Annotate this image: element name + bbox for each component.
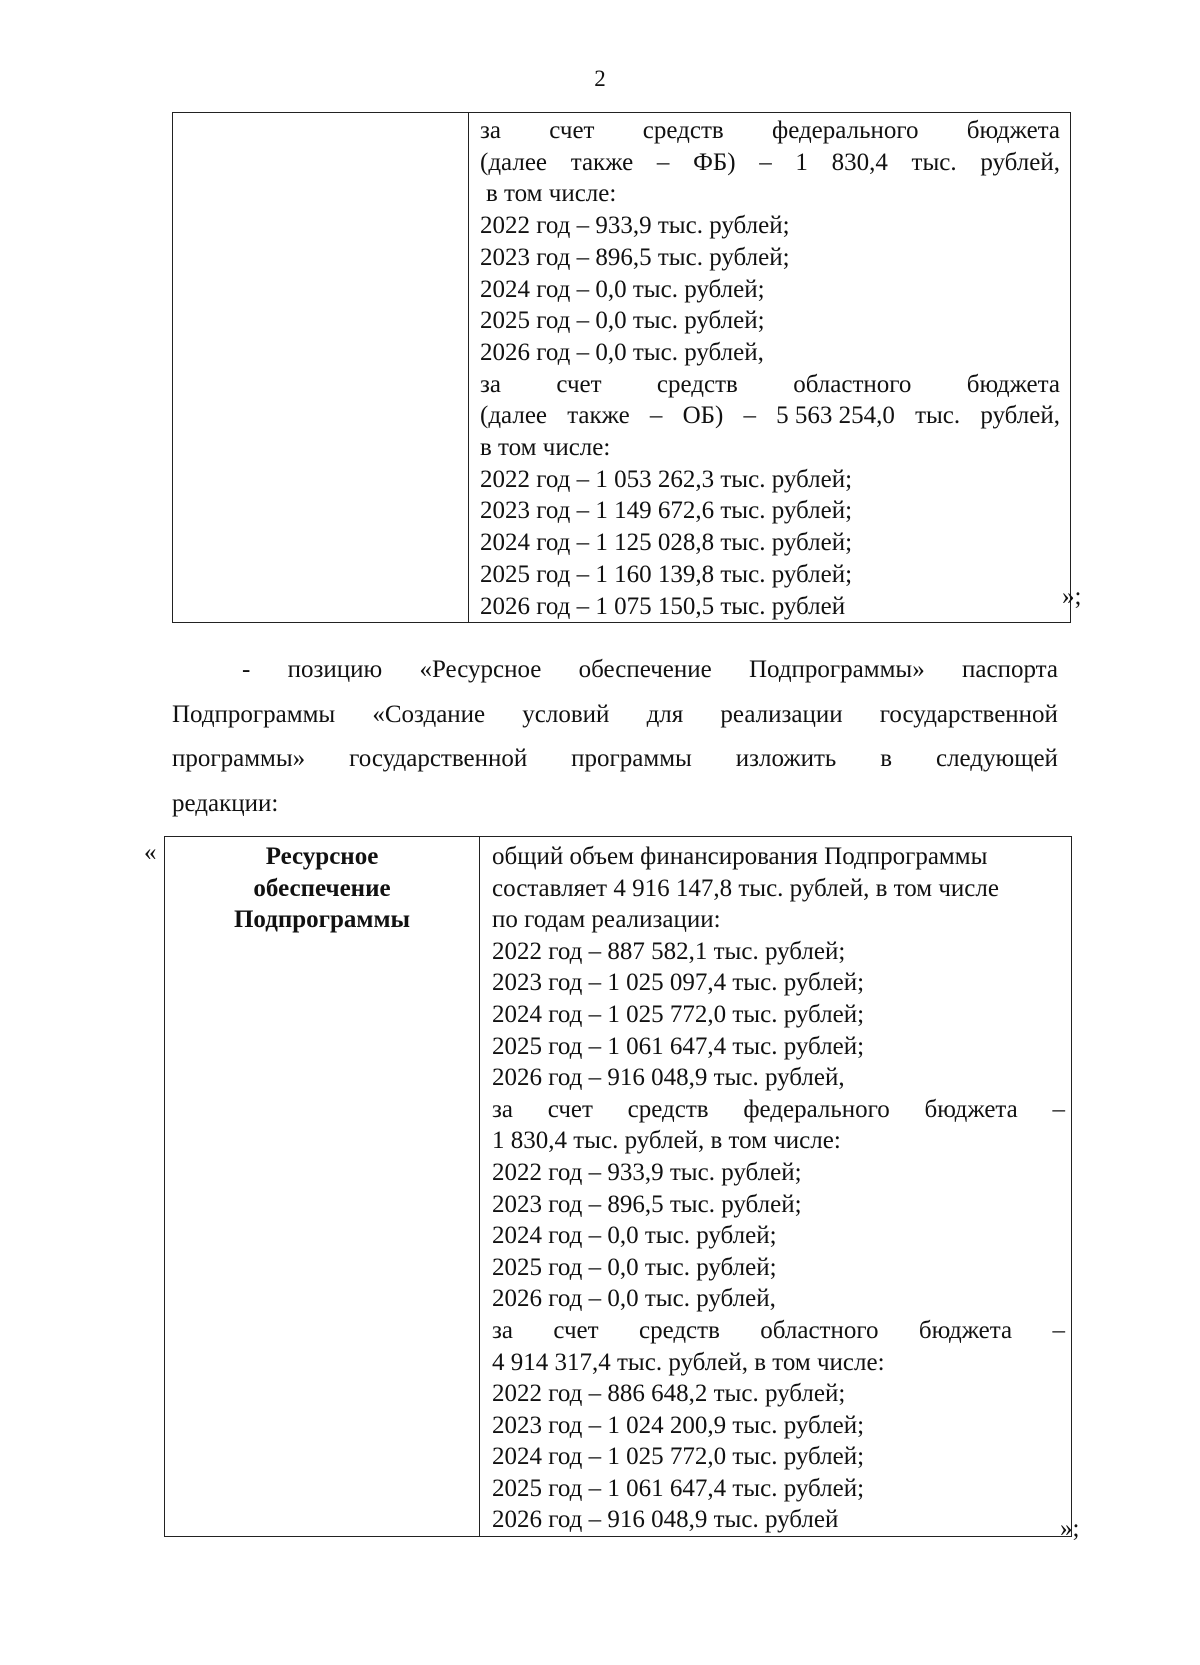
page-number: 2	[594, 66, 606, 91]
fb-year-line: 2025 год – 0,0 тыс. рублей;	[480, 307, 765, 335]
word: реализации	[720, 700, 843, 728]
ob-year-line: 2024 год – 1 025 772,0 тыс. рублей;	[492, 1443, 865, 1471]
word: за	[492, 1095, 513, 1123]
word: для	[646, 700, 684, 728]
word: –	[656, 148, 670, 176]
word: 1	[795, 148, 808, 176]
word: государственной	[349, 745, 528, 772]
fb-year-line: 2023 год – 896,5 тыс. рублей;	[480, 243, 790, 271]
fb-year-line: 2022 год – 933,9 тыс. рублей;	[480, 212, 790, 240]
word: тыс.	[911, 148, 957, 176]
ob-year-line: 2022 год – 1 053 262,3 тыс. рублей;	[480, 465, 853, 493]
resource-provision-table	[164, 836, 1072, 1537]
word: бюджета	[966, 370, 1060, 398]
word: Подпрограммы»	[749, 656, 925, 683]
word: –	[649, 402, 663, 430]
word: федерального	[772, 117, 919, 144]
word: программы	[571, 745, 692, 772]
funding-table-continued	[172, 112, 1071, 623]
word: рублей,	[980, 148, 1060, 176]
instruction-paragraph	[172, 648, 1058, 826]
ob-year-line: 2025 год – 1 160 139,8 тыс. рублей;	[480, 560, 853, 588]
word: средств	[627, 1095, 709, 1123]
word: –	[743, 402, 756, 430]
ob-sum-line: 4 914 317,4 тыс. рублей, в том числе:	[492, 1348, 885, 1376]
word: 5 563 254,0	[776, 402, 895, 430]
word: государственной	[879, 700, 1058, 728]
word: –	[1052, 1316, 1065, 1344]
word: Подпрограммы	[172, 700, 336, 728]
word: бюджета	[924, 1095, 1018, 1123]
word: «Ресурсное	[419, 656, 542, 683]
word: средств	[638, 1316, 720, 1344]
word: условий	[522, 700, 610, 728]
total-year-line: 2023 год – 1 025 097,4 тыс. рублей;	[492, 969, 865, 997]
opening-quote: «	[144, 839, 157, 866]
total-year-line: 2026 год – 916 048,9 тыс. рублей,	[492, 1064, 845, 1092]
word: бюджета	[966, 117, 1060, 144]
word: –	[759, 148, 772, 176]
word: также	[570, 148, 634, 176]
ob-sum-line	[480, 400, 1060, 432]
word: счет	[547, 1095, 593, 1123]
word: рублей,	[980, 402, 1060, 430]
word: федерального	[743, 1095, 890, 1123]
ob-year-line: 2023 год – 1 149 672,6 тыс. рублей;	[480, 497, 853, 525]
word: 830,4	[831, 148, 888, 176]
word: программы»	[172, 745, 306, 772]
ob-heading-line	[492, 1315, 1065, 1347]
closing-quote: »;	[1062, 583, 1082, 610]
paragraph-line	[172, 737, 1058, 782]
word: (далее	[480, 148, 548, 176]
word: бюджета	[918, 1316, 1013, 1344]
table-left-cell	[173, 113, 469, 623]
fb-sum-line	[480, 147, 1060, 179]
resource-provision-details	[480, 837, 1072, 1537]
ob-year-line: 2025 год – 1 061 647,4 тыс. рублей;	[492, 1474, 865, 1502]
word: за	[492, 1316, 513, 1344]
total-line: по годам реализации:	[492, 906, 721, 934]
word: средств	[656, 370, 738, 398]
word: изложить	[735, 745, 837, 772]
word: счет	[553, 1316, 599, 1344]
fb-heading-line	[492, 1094, 1065, 1126]
word: –	[1052, 1095, 1065, 1123]
resource-provision-heading	[165, 837, 480, 1537]
word: позицию	[287, 656, 383, 683]
fb-incl-line: в том числе:	[486, 180, 617, 208]
ob-year-line: 2023 год – 1 024 200,9 тыс. рублей;	[492, 1411, 865, 1439]
word: паспорта	[962, 656, 1058, 683]
word: обеспечение	[578, 656, 712, 683]
fb-sum-line: 1 830,4 тыс. рублей, в том числе:	[492, 1127, 841, 1155]
word: счет	[556, 370, 602, 398]
paragraph-line	[172, 693, 1058, 738]
fb-year-line: 2026 год – 0,0 тыс. рублей,	[480, 338, 764, 366]
word: средств	[642, 117, 724, 144]
word: за	[480, 370, 501, 398]
heading-line: обеспечение	[253, 874, 391, 902]
fb-year-line: 2023 год – 896,5 тыс. рублей;	[492, 1190, 802, 1218]
word: ОБ)	[682, 402, 724, 430]
ob-heading-line	[480, 369, 1060, 401]
word: ФБ)	[693, 148, 736, 176]
word: (далее	[480, 402, 548, 430]
word: областного	[760, 1316, 879, 1344]
fb-year-line: 2024 год – 0,0 тыс. рублей;	[480, 275, 765, 303]
heading-line: Подпрограммы	[233, 906, 410, 934]
paragraph-line	[172, 648, 1058, 693]
word: также	[567, 402, 630, 430]
word: тыс.	[915, 402, 961, 430]
word: за	[480, 117, 501, 144]
word: областного	[793, 370, 912, 398]
fb-year-line: 2022 год – 933,9 тыс. рублей;	[492, 1158, 802, 1186]
word: «Создание	[372, 700, 486, 728]
fb-year-line: 2024 год – 0,0 тыс. рублей;	[492, 1222, 777, 1250]
total-year-line: 2022 год – 887 582,1 тыс. рублей;	[492, 937, 846, 965]
ob-incl-line: в том числе:	[480, 434, 611, 462]
funding-details-cell	[469, 113, 1071, 623]
fb-heading-line	[480, 115, 1060, 147]
total-line: составляет 4 916 147,8 тыс. рублей, в том числе	[492, 874, 999, 902]
ob-year-line: 2026 год – 1 075 150,5 тыс. рублей	[480, 592, 846, 620]
word: -	[242, 656, 251, 683]
ob-year-line: 2024 год – 1 125 028,8 тыс. рублей;	[480, 529, 853, 557]
total-year-line: 2025 год – 1 061 647,4 тыс. рублей;	[492, 1032, 865, 1060]
heading-line: Ресурсное	[265, 843, 379, 870]
total-line: общий объем финансирования Подпрограммы	[492, 843, 988, 870]
ob-year-line: 2022 год – 886 648,2 тыс. рублей;	[492, 1380, 846, 1408]
closing-quote: »;	[1060, 1515, 1080, 1542]
fb-year-line: 2026 год – 0,0 тыс. рублей,	[492, 1285, 776, 1313]
total-year-line: 2024 год – 1 025 772,0 тыс. рублей;	[492, 1000, 865, 1028]
fb-year-line: 2025 год – 0,0 тыс. рублей;	[492, 1253, 777, 1281]
ob-year-line: 2026 год – 916 048,9 тыс. рублей	[492, 1506, 839, 1534]
word: счет	[549, 117, 595, 144]
paragraph-line: редакции:	[172, 789, 279, 817]
word: следующей	[935, 745, 1058, 772]
word: в	[880, 745, 893, 772]
